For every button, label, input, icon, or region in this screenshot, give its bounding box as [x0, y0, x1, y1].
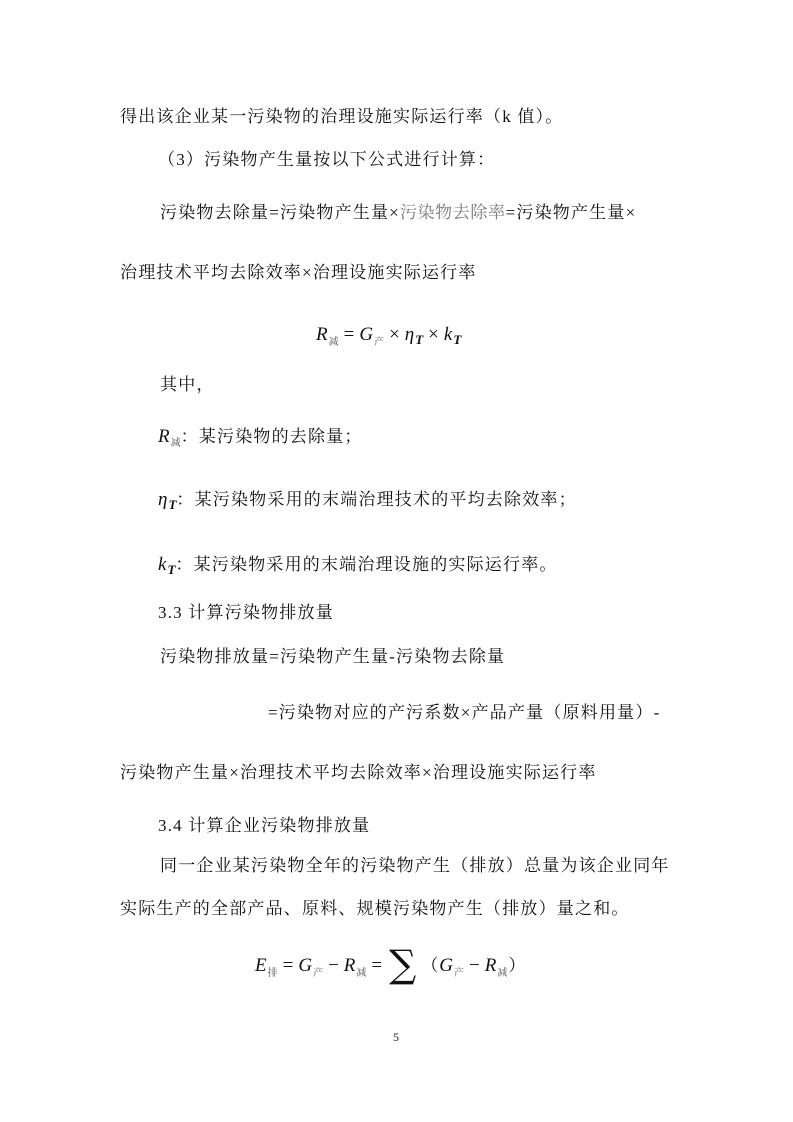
definition-k: [158, 554, 558, 577]
definition-subscript: T: [168, 497, 177, 512]
definition-subscript: 减: [170, 438, 181, 449]
definition-symbol: k: [158, 554, 167, 575]
definition-subscript: T: [167, 562, 176, 577]
definition-eta: [158, 489, 577, 512]
removal-formula: [316, 322, 461, 351]
paragraph-line: 同一企业某污染物全年的污染物产生（排放）总量为该企业同年: [160, 856, 670, 875]
var-r: R: [343, 955, 356, 976]
definition-symbol: R: [158, 426, 170, 447]
definition-text: ：某污染物的去除量；: [180, 427, 363, 446]
sub-t: T: [415, 332, 424, 347]
sub-produce: 产: [313, 968, 324, 979]
sub-produce: 产: [453, 968, 464, 979]
var-r: R: [484, 955, 497, 976]
emission-formula-line: 污染物产生量×治理技术平均去除效率×治理设施实际运行率: [120, 763, 597, 782]
definition-text: ：某污染物采用的末端治理设施的实际运行率。: [175, 555, 558, 574]
sub-reduce: 减: [356, 968, 367, 979]
emission-formula-line: =污染物对应的产污系数×产品产量（原料用量）-: [268, 703, 661, 722]
sub-reduce: 减: [328, 337, 339, 348]
var-k: k: [443, 324, 453, 345]
summation-sign: ∑: [389, 942, 417, 986]
formula-text-inserted-part: 污染物去除率: [399, 203, 506, 222]
paragraph-line: 实际生产的全部产品、原料、规模污染物产生（排放）量之和。: [120, 899, 630, 918]
emission-sum-formula: [255, 942, 526, 986]
equals-sign: =: [371, 955, 383, 976]
definition-text: ：某污染物采用的末端治理技术的平均去除效率；: [176, 490, 577, 509]
paragraph-line: 得出该企业某一污染物的治理设施实际运行率（k 值）。: [120, 107, 564, 126]
sub-emit: 排: [267, 968, 278, 979]
var-r: R: [316, 324, 328, 345]
minus-sign: −: [468, 955, 480, 976]
var-g: G: [298, 955, 313, 976]
page-number: 5: [393, 1030, 399, 1044]
equals-sign: =: [282, 955, 294, 976]
equals-sign: =: [343, 324, 355, 345]
formula-text-line: 治理技术平均去除效率×治理设施实际运行率: [120, 263, 477, 282]
definition-symbol: η: [158, 489, 168, 510]
left-paren: （: [421, 956, 439, 975]
list-item-3-heading: （3）污染物产生量按以下公式进行计算：: [158, 150, 496, 169]
var-e: E: [255, 955, 267, 976]
minus-sign: −: [328, 955, 339, 976]
times-sign: ×: [428, 324, 439, 345]
definition-r: [158, 426, 363, 451]
var-g: G: [439, 955, 453, 976]
right-paren: ）: [508, 956, 526, 975]
section-heading-3-3: 3.3 计算污染物排放量: [158, 603, 334, 622]
section-heading-3-4: 3.4 计算企业污染物排放量: [158, 816, 371, 835]
formula-text-part: =污染物产生量×: [505, 203, 637, 222]
sub-t: T: [453, 332, 462, 347]
where-label: 其中，: [160, 375, 215, 394]
emission-formula-line: 污染物排放量=污染物产生量-污染物去除量: [160, 647, 506, 666]
times-sign: ×: [389, 324, 400, 345]
formula-text-part: 污染物去除量=污染物产生量×: [160, 203, 400, 222]
var-eta: η: [404, 324, 415, 345]
var-g: G: [359, 324, 374, 345]
sub-reduce: 减: [497, 968, 508, 979]
formula-text-line: [160, 202, 636, 224]
sub-produce: 产: [374, 337, 385, 348]
